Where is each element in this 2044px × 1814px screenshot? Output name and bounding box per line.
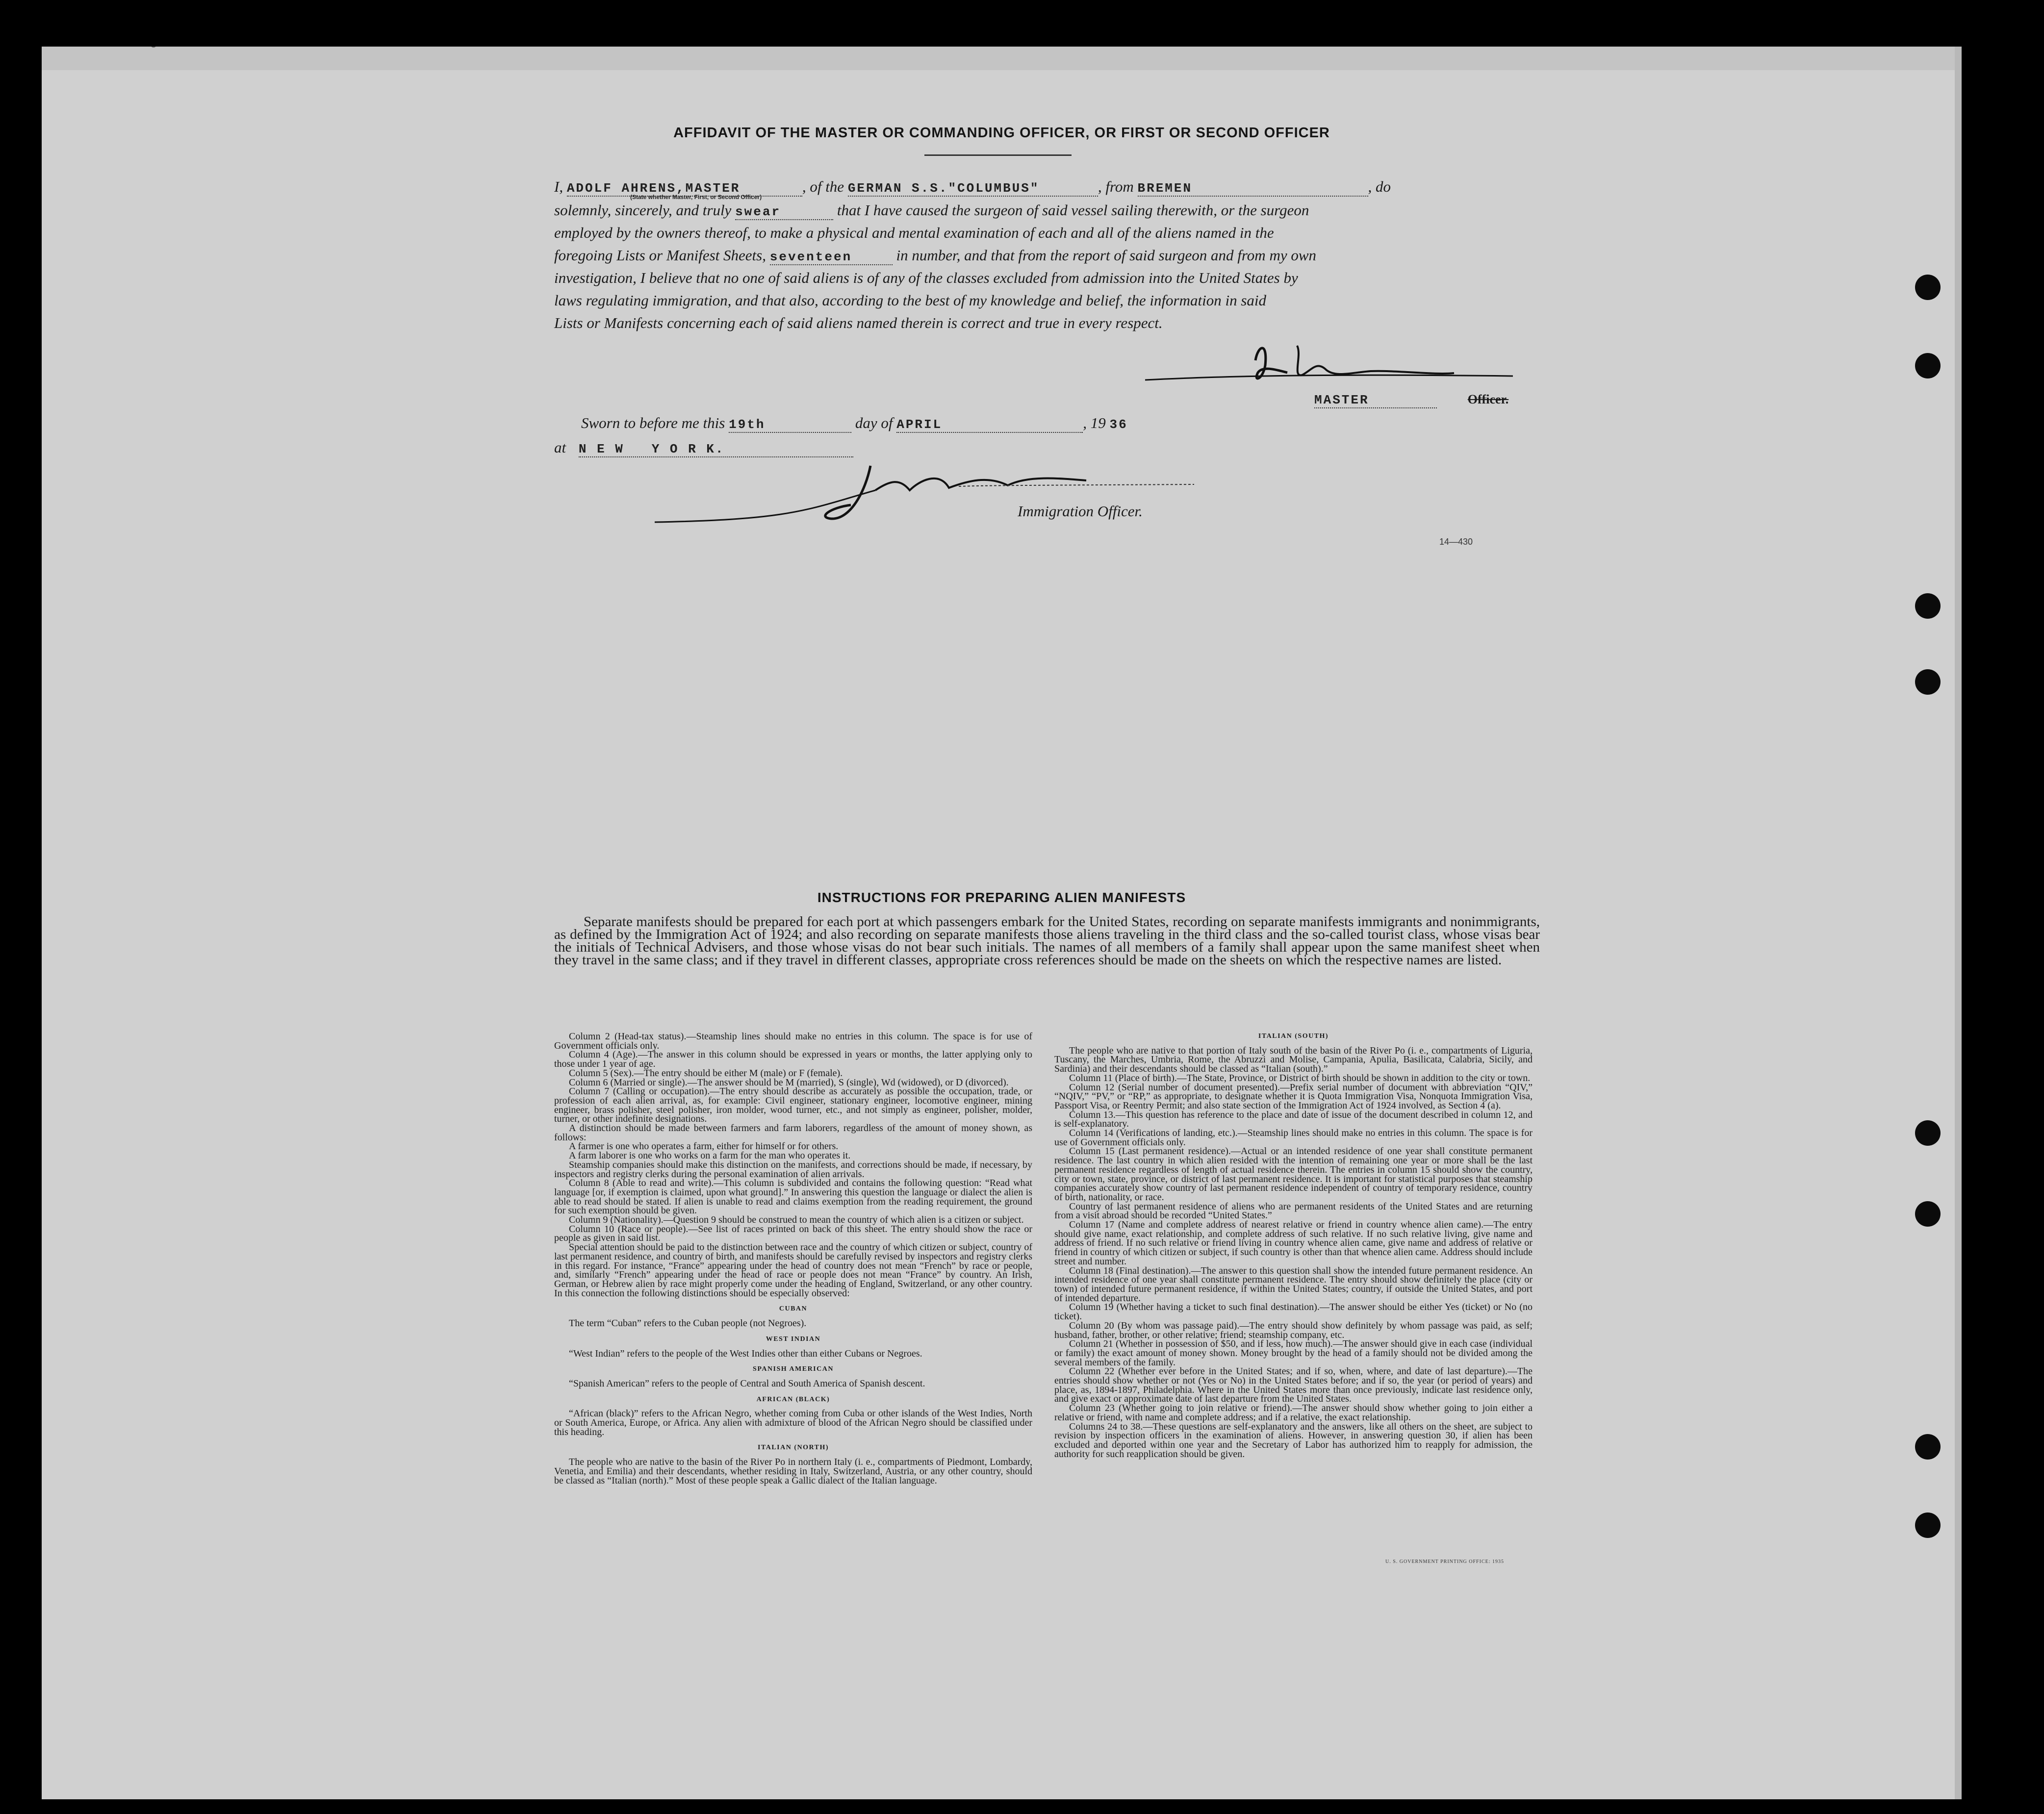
sheet-right-edge: [1955, 47, 1962, 1799]
punch-hole-icon: [1915, 593, 1941, 619]
instructions-title: INSTRUCTIONS FOR PREPARING ALIEN MANIFESTS: [817, 890, 1186, 905]
port-name: BREMEN: [1137, 181, 1193, 196]
count-field: [770, 247, 893, 265]
section-heading: WEST INDIAN: [766, 1335, 821, 1343]
text: , from: [1098, 178, 1134, 195]
at-line: [554, 439, 853, 457]
instructions-intro: Separate manifests should be prepared for each port at which passengers embark for the United States, recording on separate manifests immigrants and nonimmigrants, as defined by the Immigration Act of 1924; and also recording on separate manifests those aliens traveling in the third class and the so-called tourist class, whose visas bear the initials of Technical Advisers, and those whose visas do not bear such initials. The names of all members of a family shall appear upon the same manifest sheet when they travel in the same class; and if they travel in different classes, appropriate cross references should be made on the sheets on which the respective names are listed.: [554, 914, 1540, 968]
text: , 19: [1083, 414, 1106, 431]
sworn-line: [581, 414, 1128, 433]
port-field: [1138, 178, 1368, 197]
paragraph: “West Indian” refers to the people of the West Indies other than either Cubans or Negroes.: [569, 1348, 922, 1359]
ship-name: GERMAN S.S."COLUMBUS": [847, 181, 1040, 196]
paragraph: Column 20 (By whom was passage paid).—The entry should show definitely by whom passage was paid, as self; husband, father, brother, or other relative; friend; steamship company, etc.: [1054, 1320, 1533, 1340]
paragraph: A farm laborer is one who works on a farm for the man who operates it.: [569, 1150, 851, 1161]
oath-word: swear: [735, 204, 781, 219]
text: solemnly, sincerely, and truly: [554, 202, 732, 219]
manifest-sheet: [42, 47, 1962, 1799]
punch-hole-icon: [1915, 1512, 1941, 1538]
immigration-officer-label: Immigration Officer.: [1018, 503, 1143, 520]
paragraph: Column 19 (Whether having a ticket to such final destination).—The answer should be either Yes (ticket) or No (no ticket).: [1054, 1302, 1533, 1322]
paragraph: The people who are native to that portion of Italy south of the basin of the River Po (i. e., compartments of Liguria, Tuscany, the Marches, Umbria, Rome, the Abruzzi and Molise, Campania, Apulia, Basilicata, Calabria, Sicily, and Sardinia) and their descendants should be classed as “Italian (south).”: [1054, 1045, 1533, 1075]
paragraph: Steamship companies should make this distinction on the manifests, and corrections should be made, if necessary, by inspectors and registry clerks during the personal examination of alien arrivals.: [554, 1159, 1032, 1180]
text: Sworn to before me this: [581, 414, 725, 431]
section-heading: AFRICAN (BLACK): [756, 1395, 830, 1403]
paragraph: Column 22 (Whether ever before in the United States; and if so, when, where, and date of last departure).—The entries should show whether or not (Yes or No) in the United States before; and if so, the year (or period of years) and place, as, 1894-1897, Philadelphia. Where in the United States more than once previously, indicate last residence only, and give exact or approximate date of last departure from the United States.: [1054, 1366, 1533, 1405]
punch-hole-icon: [1915, 1120, 1941, 1146]
text: , do: [1368, 178, 1391, 195]
paragraph: The term “Cuban” refers to the Cuban people (not Negroes).: [569, 1318, 807, 1329]
ship-field: [848, 178, 1098, 197]
affidavit-line-4: [554, 247, 1545, 265]
paragraph: Column 21 (Whether in possession of $50, and if less, how much).—The answer should give in each case (individual or family) the exact amount of money shown. Money brought by the head of a family should not be divided among the several members of the family.: [1054, 1338, 1533, 1368]
paragraph: Column 2 (Head-tax status).—Steamship lines should make no entries in this column. The space is for use of Government officials only.: [554, 1031, 1032, 1051]
paragraph: Special attention should be paid to the distinction between race and the country of which citizen or subject, country of last permanent residence, and country of birth, and manifests should be carefully revised by inspectors and registry clerks in this regard. For instance, “France” appearing under the head of country does not mean “French” by race or people, and, similarly “French” appearing under the head of race or people does not mean “France” by country. An Irish, German, or Hebrew alien by race might properly come under the heading of England, Switzerland, or any other country. In this connection the following distinctions should be especially observed:: [554, 1242, 1032, 1299]
paragraph: Column 5 (Sex).—The entry should be either M (male) or F (female).: [569, 1067, 843, 1079]
paragraph: A farmer is one who operates a farm, either for himself or for others.: [569, 1141, 839, 1152]
text: I,: [554, 178, 563, 195]
text: , of the: [802, 178, 844, 195]
rank-note: (State whether Master, First, or Second Officer): [630, 194, 762, 201]
oath-field: [735, 202, 833, 220]
form-number: 14—430: [1439, 537, 1473, 547]
punch-hole-icon: [1915, 1434, 1941, 1460]
affidavit-line-5: investigation, I believe that no one of said aliens is of any of the classes excluded from admission into the United States by: [554, 269, 1298, 286]
affidavit-line-6: laws regulating immigration, and that also, according to the best of my knowledge and belief, the information in said: [554, 292, 1267, 309]
sheet-count: seventeen: [769, 250, 852, 264]
paragraph: Column 14 (Verifications of landing, etc.).—Steamship lines should make no entries in this column. The space is for use of Government officials only.: [1054, 1128, 1533, 1148]
master-name: ADOLF AHRENS,MASTER: [566, 181, 741, 196]
paragraph: Column 9 (Nationality).—Question 9 should be construed to mean the country of which alien is a citizen or subject.: [569, 1214, 1024, 1226]
affidavit-line-3: employed by the owners thereof, to make a physical and mental examination of each and all of the aliens named in the: [554, 224, 1274, 241]
struck-officer: Officer.: [1467, 392, 1509, 406]
title-divider: [924, 154, 1072, 156]
paragraph: Column 7 (Calling or occupation).—The entry should describe as accurately as possible the occupation, trade, or profession of each alien arrival, as, for example: Civil engineer, stationary engineer, locomotive engineer, mining engineer, brass polisher, steel polisher, iron molder, wood turner, etc., and not simply as engineer, polisher, molder, turner, or other indefinite designations.: [554, 1086, 1032, 1125]
section-heading: SPANISH AMERICAN: [753, 1365, 834, 1373]
rank-line: [1314, 390, 1508, 408]
paragraph: The people who are native to the basin of the River Po in northern Italy (i. e., compartments of Piedmont, Lombardy, Venetia, and Emilia) and their descendants, whether residing in Italy, Switzerland, Austria, or any other country, should be classed as “Italian (north).” Most of these people speak a Gallic dialect of the Italian language.: [554, 1457, 1032, 1486]
text: at: [554, 439, 566, 456]
instructions-right-column: [1054, 1032, 1533, 1459]
rank-field: [1314, 390, 1437, 408]
paragraph: Column 23 (Whether going to join relative or friend).—The answer should show whether going to join either a relative or friend, with name and complete address; and if a relative, the exact relationship.: [1054, 1403, 1533, 1423]
paragraph: “Spanish American” refers to the people of Central and South America of Spanish descent.: [569, 1378, 925, 1389]
section-heading: CUBAN: [779, 1305, 808, 1313]
punch-hole-icon: [1915, 353, 1941, 378]
paragraph: Column 8 (Able to read and write).—This column is subdivided and contains the following question: “Read what language [or, if exemption is claimed, upon what ground].” In answering this question the language or dialect the alien is able to read should be stated. If alien is unable to read and claims exemption from the reading requirement, the ground for such exemption should be given.: [554, 1178, 1032, 1216]
text: that I have caused the surgeon of said vessel sailing therewith, or the surgeon: [837, 202, 1309, 219]
instructions-left-column: [554, 1032, 1032, 1485]
text: day of: [855, 414, 893, 431]
affidavit-line-7: Lists or Manifests concerning each of said aliens named therein is correct and true in every respect.: [554, 314, 1163, 331]
paragraph: Column 18 (Final destination).—The answer to this question shall show the intended future permanent residence. An intended residence of one year shall constitute permanent residence. The entry should show definitely the place (city or town) of intended future permanent residence, if within the United States; country, if outside the United States, and port of intended departure.: [1054, 1265, 1533, 1304]
paragraph: Column 6 (Married or single).—The answer should be M (married), S (single), Wd (widowed), or D (divorced).: [569, 1077, 1009, 1088]
sworn-day: 19th: [729, 417, 766, 432]
paragraph: Column 11 (Place of birth).—The State, Province, or District of birth should be shown in addition to the city or town.: [1069, 1072, 1531, 1083]
sheet-top-band: [42, 47, 1962, 70]
paragraph: Columns 24 to 38.—These questions are self-explanatory and the answers, like all others on the sheet, are subject to revision by inspection officers in the examination of aliens. However, in answering question 30, if alien has been excluded and deported within one year and the Secretary of Labor has authorized him to reapply for admission, the authority for such reapplication should be given.: [1054, 1421, 1533, 1460]
paragraph: Column 10 (Race or people).—See list of races printed on back of this sheet. The entry should show the race or people as given in said list.: [554, 1223, 1032, 1244]
day-field: [729, 414, 851, 433]
paragraph: Column 12 (Serial number of document presented).—Prefix serial number of document with abbreviation “QIV,” “NQIV,” “PV,” or “RP,” as appropriate, to designate whether it is Quota Immigration Visa, Nonquota Immigration Visa, Passport Visa, or Reentry Permit; and also state section of the Immigration Act of 1924 involved, as Section 4 (a).: [1054, 1082, 1533, 1111]
paragraph: Column 15 (Last permanent residence).—Actual or an intended residence of one year shall constitute permanent residence. The last country in which alien resided with the intention of remaining one year or more shall be the last permanent residence regardless of length of actual residence therein. The entries in column 15 should show the country, city or town, state, province, or district of last permanent residence. It is important for statistical purposes that steamship companies accurately show country of last permanent residence independent of country of temporary residence, country of birth, nationality, or race.: [1054, 1146, 1533, 1203]
sworn-place: N E W Y O R K.: [578, 442, 725, 456]
text: in number, and that from the report of said surgeon and from my own: [896, 247, 1317, 264]
affidavit-line-2: [554, 202, 1545, 220]
paragraph: Country of last permanent residence of aliens who are permanent residents of the United States and are returning from a visit abroad should be recorded “United States.”: [1054, 1201, 1533, 1221]
rank: MASTER: [1314, 393, 1369, 407]
paragraph: Column 13.—This question has reference to the place and date of issue of the document described in column 12, and is self-explanatory.: [1054, 1109, 1533, 1130]
affidavit-title: AFFIDAVIT OF THE MASTER OR COMMANDING OFFICER, OR FIRST OR SECOND OFFICER: [673, 125, 1330, 141]
sworn-month: APRIL: [896, 417, 943, 432]
section-heading: ITALIAN (NORTH): [757, 1444, 829, 1452]
paragraph: Column 4 (Age).—The answer in this column should be expressed in years or months, the latter applying only to those under 1 year of age.: [554, 1049, 1032, 1070]
section-heading: ITALIAN (SOUTH): [1258, 1033, 1329, 1040]
sworn-year: 36: [1109, 417, 1128, 432]
punch-hole-icon: [1915, 669, 1941, 695]
punch-hole-icon: [1915, 1201, 1941, 1227]
paragraph: A distinction should be made between farmers and farm laborers, regardless of the amount of money shown, as follows:: [554, 1123, 1032, 1143]
paragraph: “African (black)” refers to the African Negro, whether coming from Cuba or other islands of the West Indies, North or South America, Europe, or Africa. Any alien with admixture of blood of the African Negro should be classified under this heading.: [554, 1408, 1032, 1437]
place-field: [579, 439, 853, 457]
text: foregoing Lists or Manifest Sheets,: [554, 247, 766, 264]
paragraph: Column 17 (Name and complete address of nearest relative or friend in country whence alien came).—The entry should give name, exact relationship, and complete address of such relative. If no such relative living, give name and address of friend. If no such relative or friend living in country whence alien came, give name and address of relative or friend in country of which citizen or subject, if such country is other than that whence alien came. Address should include street and number.: [1054, 1219, 1533, 1267]
punch-hole-icon: [1915, 275, 1941, 300]
month-field: [896, 414, 1083, 433]
printing-office-note: U. S. GOVERNMENT PRINTING OFFICE: 1935: [1385, 1559, 1504, 1564]
